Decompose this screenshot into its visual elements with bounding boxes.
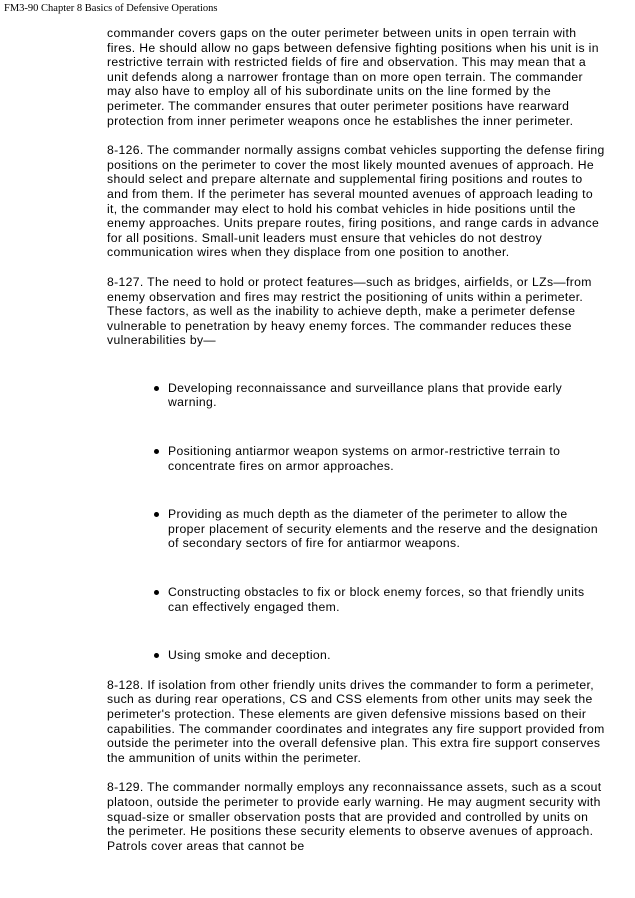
- bullet-list: [107, 381, 607, 663]
- page-header: FM3-90 Chapter 8 Basics of Defensive Operations: [4, 3, 218, 14]
- paragraph-8-127: 8-127. The need to hold or protect features—such as bridges, airfields, or LZs—from enemy observation and fires may restrict the positioning of units within a perimeter. These factors, as well as the inability to achieve depth, make a perimeter defense vulnerable to penetration by heavy enemy forces. The commander reduces these vulnerabilities by—: [107, 274, 592, 348]
- list-item-text: Using smoke and deception.: [168, 648, 331, 663]
- list-item: [168, 585, 607, 614]
- bullet-icon: [154, 449, 159, 454]
- bullet-icon: [154, 590, 159, 595]
- list-item: [168, 444, 607, 473]
- list-item: [168, 648, 607, 663]
- list-item: [168, 381, 607, 410]
- paragraph-8-129: 8-129. The commander normally employs any reconnaissance assets, such as a scout platoon, outside the perimeter to provide early warning. He may augment security with squad-size or smaller observation posts that are provided and controlled by units on the perimeter. He positions these security elements to observe avenues of approach. Patrols cover areas that cannot be: [107, 780, 602, 853]
- paragraph-continuation: commander covers gaps on the outer perimeter between units in open terrain with fires. He should allow no gaps between defensive fighting positions when his unit is in restrictive terrain with restricted fields of fire and observation. This may mean that a unit defends along a narrower frontage than on more open terrain. The commander may also have to employ all of his subordinate units on the line formed by the perimeter. The commander ensures that outer perimeter positions have rearward protection from inner perimeter weapons once he establishes the inner perimeter.: [107, 26, 599, 128]
- document-body: [107, 26, 607, 853]
- bullet-icon: [154, 653, 159, 658]
- paragraph-8-128: 8-128. If isolation from other friendly units drives the commander to form a perimeter, such as during rear operations, CS and CSS elements from other units may seek the perimeter's protection. These elements are given defensive missions based on their capabilities. The commander coordinates and integrates any fire support provided from outside the perimeter into the overall defensive plan. This extra fire support conserves the ammunition of units within the perimeter.: [107, 677, 605, 765]
- list-item-text: Constructing obstacles to fix or block enemy forces, so that friendly units can effectively engaged them.: [168, 585, 585, 614]
- list-item-text: Developing reconnaissance and surveillance plans that provide early warning.: [168, 380, 563, 410]
- list-item-text: Positioning antiarmor weapon systems on armor-restrictive terrain to concentrate fires on armor approaches.: [168, 444, 561, 473]
- bullet-icon: [154, 512, 159, 517]
- bullet-icon: [154, 386, 159, 391]
- paragraph-8-126: 8-126. The commander normally assigns combat vehicles supporting the defense firing positions on the perimeter to cover the most likely mounted avenues of approach. He should select and prepare alternate and supplemental firing positions and routes to and from them. If the perimeter has several mounted avenues of approach leading to it, the commander may elect to hold his combat vehicles in hide positions until the enemy approaches. Units prepare routes, firing positions, and range cards in advance for all positions. Small-unit leaders must ensure that vehicles do not destroy communication wires when they displace from one position to another.: [107, 143, 605, 260]
- list-item-text: Providing as much depth as the diameter of the perimeter to allow the proper placement of security elements and the reserve and the designation of secondary sectors of fire for antiarmor weapons.: [168, 507, 599, 551]
- list-item: [168, 507, 607, 551]
